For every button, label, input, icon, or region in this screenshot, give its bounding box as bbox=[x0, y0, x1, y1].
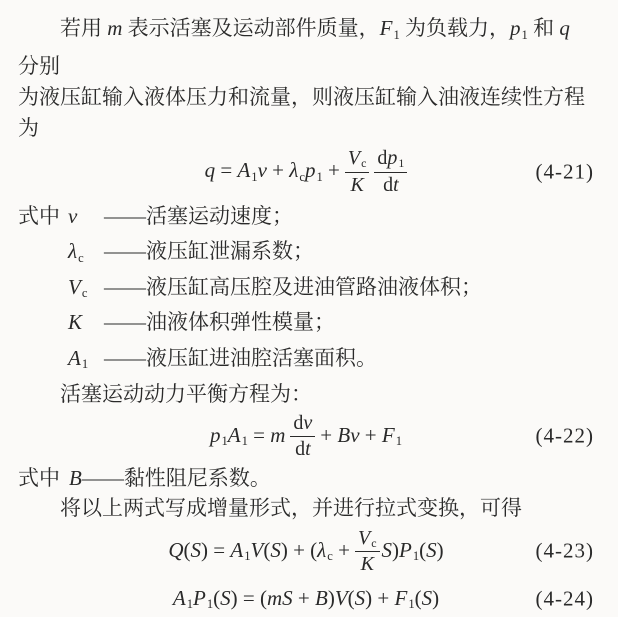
definition-list bbox=[18, 202, 594, 380]
equation-4-22 bbox=[18, 411, 594, 461]
math-run: $S)P_1(S)$ bbox=[381, 537, 444, 564]
math-subscript: 1 bbox=[521, 27, 528, 42]
math-var-q: q bbox=[559, 16, 570, 40]
fraction-numerator: $V_c$ bbox=[355, 527, 380, 553]
equation-4-22-body bbox=[210, 412, 402, 460]
equation-4-21-body bbox=[205, 147, 408, 196]
definition-dash: —— bbox=[104, 274, 146, 299]
equation-number: (4-21) bbox=[535, 159, 594, 184]
definition-description: 液压缸高压腔及进油管路油液体积； bbox=[146, 274, 482, 299]
equation-4-23-body bbox=[168, 527, 443, 576]
math-run: + $Bv + F_1$ bbox=[320, 422, 403, 449]
fraction-denominator: K bbox=[350, 173, 364, 196]
definition-description: 黏性阻尼系数。 bbox=[123, 466, 271, 491]
fraction-denominator: dt bbox=[383, 173, 399, 196]
text-run: 分别 bbox=[18, 53, 60, 78]
text-run: 若用 bbox=[60, 16, 108, 40]
math-run: $A_1P_1(S) = (mS + B)V(S) + F_1(S)$ bbox=[172, 585, 440, 612]
fraction-dp1-dt bbox=[374, 147, 407, 196]
math-run: $q = A_1v + \lambda_cp_1$ + bbox=[204, 158, 340, 184]
fraction-numerator: $V_c$ bbox=[345, 147, 370, 173]
text-run: 和 bbox=[527, 16, 560, 40]
definition-dash: —— bbox=[81, 466, 124, 491]
equation-4-23 bbox=[18, 526, 594, 576]
definition-term: $\lambda_c$ bbox=[68, 239, 84, 265]
formula-prefix: 式中 bbox=[18, 466, 60, 491]
equation-number: (4-22) bbox=[535, 423, 594, 448]
definition-row bbox=[18, 202, 594, 238]
paragraph-laplace: 将以上两式写成增量形式，并进行拉式变换，可得 bbox=[60, 496, 522, 521]
equation-4-24-body bbox=[173, 586, 439, 613]
fraction-numerator: $dp_1$ bbox=[374, 147, 407, 173]
definition-term: $A_1$ bbox=[68, 345, 89, 372]
definition-description: 液压缸进油腔活塞面积。 bbox=[146, 345, 377, 370]
definition-term: B bbox=[69, 466, 82, 491]
definition-row bbox=[18, 237, 594, 273]
math-subscript: 1 bbox=[393, 27, 400, 42]
fraction-Vc-K bbox=[345, 147, 370, 196]
text-run: 表示活塞及运动部件质量， bbox=[122, 16, 380, 40]
math-var-m: m bbox=[107, 16, 123, 40]
equation-4-24 bbox=[18, 581, 594, 617]
text-run: 为负载力， bbox=[399, 16, 511, 40]
fraction-denominator: K bbox=[360, 553, 374, 576]
definition-dash: —— bbox=[104, 310, 146, 335]
definition-description: 液压缸泄漏系数； bbox=[146, 239, 314, 264]
intro-line-2: 为液压缸输入液体压力和流量，则液压缸输入油液连续性方程为 bbox=[18, 84, 585, 140]
definition-dash: —— bbox=[104, 203, 146, 228]
definition-description: 油液体积弹性模量； bbox=[146, 310, 335, 335]
intro-line-1 bbox=[18, 13, 594, 82]
definition-term: K bbox=[68, 310, 83, 335]
fraction-denominator: dt bbox=[295, 437, 311, 460]
math-var-F: F bbox=[379, 16, 393, 40]
definition-term: $V_c$ bbox=[68, 274, 88, 301]
equation-4-21 bbox=[18, 147, 594, 197]
definition-row bbox=[18, 273, 594, 309]
fraction-numerator: dv bbox=[290, 412, 315, 436]
math-run: $Q(S) = A_1V(S) + (\lambda_c$ + bbox=[168, 537, 350, 564]
equation-number: (4-23) bbox=[535, 538, 594, 563]
definition-dash: —— bbox=[104, 345, 146, 370]
fraction-dv-dt bbox=[290, 412, 315, 460]
definition-term: v bbox=[68, 203, 78, 228]
equation-number: (4-24) bbox=[535, 586, 594, 611]
formula-prefix: 式中 bbox=[18, 203, 60, 228]
definition-description: 活塞运动速度； bbox=[146, 203, 293, 228]
definition-row-B bbox=[18, 463, 594, 493]
definition-row bbox=[18, 308, 594, 344]
math-var-p: p bbox=[510, 16, 521, 40]
math-run: $p_1A_1 = m$ bbox=[209, 422, 286, 449]
paragraph-balance: 活塞运动动力平衡方程为： bbox=[60, 382, 312, 407]
definition-dash: —— bbox=[104, 239, 146, 264]
definition-row bbox=[18, 344, 594, 380]
fraction-Vc-K bbox=[355, 527, 380, 576]
